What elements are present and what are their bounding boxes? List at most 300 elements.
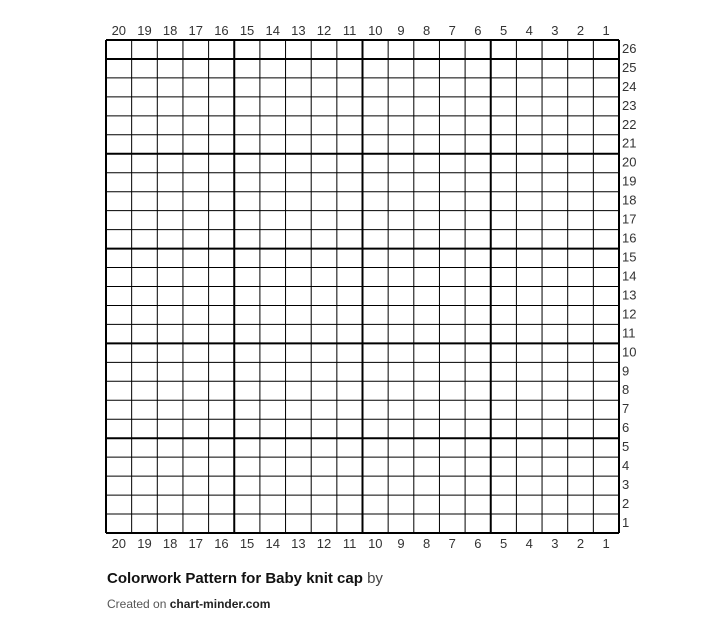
chart-cell[interactable]: [286, 116, 312, 135]
chart-cell[interactable]: [311, 211, 337, 230]
chart-cell[interactable]: [568, 287, 594, 306]
chart-cell[interactable]: [439, 268, 465, 287]
chart-cell[interactable]: [439, 59, 465, 78]
chart-cell[interactable]: [491, 116, 517, 135]
chart-cell[interactable]: [465, 400, 491, 419]
chart-cell[interactable]: [542, 249, 568, 268]
chart-cell[interactable]: [542, 495, 568, 514]
chart-cell[interactable]: [311, 268, 337, 287]
chart-cell[interactable]: [132, 381, 158, 400]
chart-cell[interactable]: [542, 400, 568, 419]
chart-cell[interactable]: [209, 211, 235, 230]
chart-cell[interactable]: [286, 343, 312, 362]
chart-cell[interactable]: [311, 154, 337, 173]
chart-cell[interactable]: [363, 154, 389, 173]
chart-cell[interactable]: [568, 135, 594, 154]
chart-cell[interactable]: [363, 268, 389, 287]
chart-cell[interactable]: [311, 419, 337, 438]
chart-cell[interactable]: [439, 97, 465, 116]
chart-cell[interactable]: [593, 438, 619, 457]
chart-cell[interactable]: [132, 343, 158, 362]
chart-cell[interactable]: [516, 343, 542, 362]
chart-cell[interactable]: [491, 78, 517, 97]
chart-cell[interactable]: [516, 438, 542, 457]
chart-cell[interactable]: [542, 192, 568, 211]
chart-cell[interactable]: [234, 438, 260, 457]
chart-cell[interactable]: [286, 476, 312, 495]
chart-cell[interactable]: [106, 173, 132, 192]
chart-cell[interactable]: [568, 514, 594, 533]
chart-cell[interactable]: [414, 40, 440, 59]
chart-cell[interactable]: [491, 230, 517, 249]
chart-cell[interactable]: [542, 59, 568, 78]
chart-cell[interactable]: [388, 495, 414, 514]
chart-cell[interactable]: [568, 381, 594, 400]
chart-cell[interactable]: [491, 400, 517, 419]
chart-cell[interactable]: [260, 97, 286, 116]
chart-cell[interactable]: [593, 381, 619, 400]
chart-cell[interactable]: [234, 192, 260, 211]
chart-cell[interactable]: [337, 381, 363, 400]
chart-cell[interactable]: [542, 40, 568, 59]
chart-cell[interactable]: [465, 97, 491, 116]
chart-cell[interactable]: [363, 457, 389, 476]
chart-cell[interactable]: [234, 287, 260, 306]
chart-cell[interactable]: [157, 154, 183, 173]
chart-cell[interactable]: [132, 457, 158, 476]
chart-cell[interactable]: [568, 476, 594, 495]
chart-cell[interactable]: [209, 400, 235, 419]
chart-cell[interactable]: [286, 324, 312, 343]
chart-cell[interactable]: [337, 211, 363, 230]
chart-cell[interactable]: [260, 438, 286, 457]
chart-cell[interactable]: [209, 495, 235, 514]
chart-cell[interactable]: [593, 268, 619, 287]
chart-cell[interactable]: [260, 324, 286, 343]
chart-cell[interactable]: [337, 230, 363, 249]
chart-cell[interactable]: [234, 400, 260, 419]
chart-cell[interactable]: [465, 78, 491, 97]
chart-cell[interactable]: [132, 192, 158, 211]
chart-cell[interactable]: [311, 457, 337, 476]
chart-cell[interactable]: [132, 59, 158, 78]
chart-cell[interactable]: [491, 268, 517, 287]
chart-cell[interactable]: [286, 438, 312, 457]
chart-cell[interactable]: [388, 287, 414, 306]
chart-cell[interactable]: [260, 514, 286, 533]
chart-cell[interactable]: [363, 362, 389, 381]
chart-cell[interactable]: [234, 97, 260, 116]
chart-cell[interactable]: [568, 343, 594, 362]
chart-cell[interactable]: [209, 287, 235, 306]
chart-cell[interactable]: [234, 268, 260, 287]
chart-cell[interactable]: [311, 514, 337, 533]
chart-cell[interactable]: [568, 97, 594, 116]
chart-cell[interactable]: [157, 400, 183, 419]
chart-cell[interactable]: [593, 495, 619, 514]
chart-cell[interactable]: [311, 40, 337, 59]
chart-cell[interactable]: [311, 343, 337, 362]
chart-cell[interactable]: [311, 59, 337, 78]
chart-cell[interactable]: [542, 324, 568, 343]
chart-cell[interactable]: [311, 230, 337, 249]
chart-cell[interactable]: [542, 457, 568, 476]
chart-cell[interactable]: [542, 438, 568, 457]
chart-cell[interactable]: [516, 40, 542, 59]
chart-cell[interactable]: [516, 268, 542, 287]
chart-cell[interactable]: [157, 97, 183, 116]
chart-cell[interactable]: [311, 135, 337, 154]
chart-cell[interactable]: [388, 514, 414, 533]
chart-cell[interactable]: [414, 400, 440, 419]
chart-cell[interactable]: [568, 59, 594, 78]
chart-cell[interactable]: [311, 192, 337, 211]
chart-cell[interactable]: [568, 362, 594, 381]
chart-cell[interactable]: [465, 419, 491, 438]
chart-cell[interactable]: [234, 305, 260, 324]
chart-cell[interactable]: [209, 514, 235, 533]
chart-cell[interactable]: [132, 324, 158, 343]
chart-cell[interactable]: [439, 154, 465, 173]
chart-cell[interactable]: [593, 59, 619, 78]
chart-cell[interactable]: [183, 305, 209, 324]
chart-cell[interactable]: [260, 135, 286, 154]
chart-cell[interactable]: [157, 173, 183, 192]
chart-cell[interactable]: [234, 116, 260, 135]
chart-cell[interactable]: [311, 324, 337, 343]
chart-cell[interactable]: [491, 154, 517, 173]
chart-cell[interactable]: [542, 268, 568, 287]
chart-cell[interactable]: [516, 305, 542, 324]
chart-cell[interactable]: [260, 419, 286, 438]
chart-cell[interactable]: [465, 343, 491, 362]
chart-cell[interactable]: [209, 40, 235, 59]
chart-cell[interactable]: [414, 116, 440, 135]
chart-cell[interactable]: [106, 514, 132, 533]
chart-cell[interactable]: [439, 135, 465, 154]
chart-cell[interactable]: [414, 78, 440, 97]
chart-cell[interactable]: [388, 249, 414, 268]
chart-cell[interactable]: [337, 97, 363, 116]
chart-cell[interactable]: [568, 78, 594, 97]
chart-cell[interactable]: [363, 192, 389, 211]
chart-cell[interactable]: [286, 457, 312, 476]
chart-cell[interactable]: [568, 324, 594, 343]
chart-cell[interactable]: [286, 40, 312, 59]
chart-cell[interactable]: [593, 40, 619, 59]
chart-cell[interactable]: [106, 438, 132, 457]
chart-cell[interactable]: [465, 514, 491, 533]
chart-cell[interactable]: [157, 438, 183, 457]
chart-cell[interactable]: [465, 495, 491, 514]
chart-cell[interactable]: [132, 40, 158, 59]
chart-cell[interactable]: [260, 249, 286, 268]
chart-cell[interactable]: [132, 400, 158, 419]
chart-cell[interactable]: [414, 249, 440, 268]
chart-cell[interactable]: [388, 476, 414, 495]
chart-cell[interactable]: [132, 476, 158, 495]
chart-cell[interactable]: [337, 400, 363, 419]
chart-cell[interactable]: [234, 381, 260, 400]
chart-cell[interactable]: [311, 438, 337, 457]
chart-cell[interactable]: [542, 287, 568, 306]
chart-cell[interactable]: [157, 419, 183, 438]
chart-cell[interactable]: [337, 457, 363, 476]
chart-cell[interactable]: [157, 343, 183, 362]
chart-cell[interactable]: [363, 135, 389, 154]
chart-cell[interactable]: [363, 400, 389, 419]
chart-cell[interactable]: [337, 154, 363, 173]
chart-cell[interactable]: [568, 116, 594, 135]
chart-cell[interactable]: [491, 438, 517, 457]
chart-cell[interactable]: [183, 230, 209, 249]
chart-cell[interactable]: [157, 211, 183, 230]
chart-cell[interactable]: [542, 343, 568, 362]
chart-cell[interactable]: [234, 495, 260, 514]
chart-cell[interactable]: [106, 362, 132, 381]
chart-cell[interactable]: [183, 457, 209, 476]
chart-cell[interactable]: [414, 154, 440, 173]
chart-cell[interactable]: [542, 97, 568, 116]
chart-cell[interactable]: [234, 476, 260, 495]
chart-cell[interactable]: [234, 324, 260, 343]
chart-cell[interactable]: [439, 457, 465, 476]
chart-cell[interactable]: [157, 192, 183, 211]
chart-cell[interactable]: [439, 249, 465, 268]
chart-cell[interactable]: [414, 97, 440, 116]
chart-cell[interactable]: [414, 438, 440, 457]
chart-cell[interactable]: [183, 287, 209, 306]
chart-cell[interactable]: [234, 249, 260, 268]
chart-cell[interactable]: [439, 514, 465, 533]
chart-cell[interactable]: [209, 324, 235, 343]
chart-cell[interactable]: [363, 495, 389, 514]
chart-cell[interactable]: [439, 400, 465, 419]
chart-cell[interactable]: [260, 362, 286, 381]
chart-cell[interactable]: [388, 438, 414, 457]
chart-cell[interactable]: [209, 173, 235, 192]
chart-cell[interactable]: [157, 249, 183, 268]
chart-cell[interactable]: [414, 381, 440, 400]
chart-cell[interactable]: [363, 249, 389, 268]
chart-cell[interactable]: [439, 230, 465, 249]
chart-cell[interactable]: [439, 173, 465, 192]
chart-cell[interactable]: [106, 78, 132, 97]
chart-cell[interactable]: [183, 192, 209, 211]
chart-cell[interactable]: [286, 230, 312, 249]
chart-cell[interactable]: [106, 154, 132, 173]
chart-cell[interactable]: [542, 78, 568, 97]
chart-cell[interactable]: [414, 343, 440, 362]
chart-cell[interactable]: [132, 514, 158, 533]
chart-cell[interactable]: [106, 116, 132, 135]
chart-cell[interactable]: [542, 419, 568, 438]
chart-cell[interactable]: [439, 116, 465, 135]
chart-cell[interactable]: [132, 268, 158, 287]
chart-cell[interactable]: [311, 116, 337, 135]
chart-cell[interactable]: [234, 230, 260, 249]
chart-cell[interactable]: [516, 97, 542, 116]
chart-cell[interactable]: [337, 135, 363, 154]
chart-cell[interactable]: [439, 305, 465, 324]
chart-cell[interactable]: [414, 192, 440, 211]
chart-cell[interactable]: [286, 419, 312, 438]
chart-cell[interactable]: [286, 268, 312, 287]
chart-cell[interactable]: [363, 97, 389, 116]
chart-cell[interactable]: [106, 97, 132, 116]
chart-cell[interactable]: [439, 287, 465, 306]
chart-cell[interactable]: [516, 457, 542, 476]
chart-cell[interactable]: [363, 305, 389, 324]
chart-cell[interactable]: [183, 116, 209, 135]
chart-cell[interactable]: [465, 192, 491, 211]
chart-cell[interactable]: [209, 419, 235, 438]
chart-cell[interactable]: [465, 173, 491, 192]
chart-cell[interactable]: [183, 78, 209, 97]
chart-cell[interactable]: [183, 514, 209, 533]
chart-cell[interactable]: [516, 230, 542, 249]
chart-cell[interactable]: [132, 305, 158, 324]
chart-cell[interactable]: [337, 305, 363, 324]
chart-cell[interactable]: [516, 324, 542, 343]
chart-cell[interactable]: [311, 362, 337, 381]
chart-cell[interactable]: [363, 230, 389, 249]
chart-cell[interactable]: [491, 476, 517, 495]
chart-cell[interactable]: [132, 419, 158, 438]
chart-cell[interactable]: [337, 476, 363, 495]
chart-cell[interactable]: [491, 514, 517, 533]
chart-cell[interactable]: [286, 495, 312, 514]
chart-cell[interactable]: [106, 211, 132, 230]
chart-cell[interactable]: [157, 78, 183, 97]
chart-cell[interactable]: [157, 514, 183, 533]
chart-cell[interactable]: [465, 211, 491, 230]
chart-cell[interactable]: [132, 287, 158, 306]
chart-cell[interactable]: [516, 154, 542, 173]
chart-cell[interactable]: [337, 324, 363, 343]
chart-cell[interactable]: [286, 249, 312, 268]
chart-cell[interactable]: [157, 305, 183, 324]
chart-cell[interactable]: [157, 40, 183, 59]
chart-cell[interactable]: [491, 495, 517, 514]
chart-cell[interactable]: [183, 381, 209, 400]
chart-cell[interactable]: [234, 154, 260, 173]
chart-cell[interactable]: [286, 211, 312, 230]
chart-cell[interactable]: [260, 173, 286, 192]
chart-cell[interactable]: [491, 287, 517, 306]
chart-cell[interactable]: [260, 457, 286, 476]
chart-cell[interactable]: [260, 192, 286, 211]
chart-cell[interactable]: [337, 343, 363, 362]
chart-cell[interactable]: [337, 249, 363, 268]
chart-cell[interactable]: [516, 476, 542, 495]
chart-cell[interactable]: [209, 135, 235, 154]
chart-cell[interactable]: [286, 192, 312, 211]
chart-cell[interactable]: [234, 419, 260, 438]
chart-cell[interactable]: [439, 343, 465, 362]
chart-cell[interactable]: [388, 230, 414, 249]
chart-cell[interactable]: [439, 438, 465, 457]
chart-cell[interactable]: [363, 381, 389, 400]
chart-cell[interactable]: [106, 324, 132, 343]
chart-cell[interactable]: [465, 154, 491, 173]
chart-cell[interactable]: [465, 476, 491, 495]
chart-cell[interactable]: [132, 135, 158, 154]
chart-cell[interactable]: [363, 343, 389, 362]
chart-cell[interactable]: [414, 287, 440, 306]
chart-cell[interactable]: [491, 97, 517, 116]
chart-cell[interactable]: [157, 381, 183, 400]
chart-cell[interactable]: [106, 419, 132, 438]
chart-cell[interactable]: [106, 59, 132, 78]
chart-cell[interactable]: [157, 230, 183, 249]
chart-cell[interactable]: [388, 173, 414, 192]
chart-cell[interactable]: [465, 135, 491, 154]
chart-cell[interactable]: [183, 324, 209, 343]
chart-cell[interactable]: [106, 287, 132, 306]
chart-cell[interactable]: [260, 343, 286, 362]
chart-cell[interactable]: [183, 476, 209, 495]
chart-cell[interactable]: [568, 457, 594, 476]
chart-cell[interactable]: [311, 495, 337, 514]
chart-cell[interactable]: [234, 135, 260, 154]
chart-cell[interactable]: [337, 287, 363, 306]
chart-cell[interactable]: [337, 419, 363, 438]
chart-cell[interactable]: [209, 230, 235, 249]
chart-cell[interactable]: [286, 381, 312, 400]
chart-cell[interactable]: [388, 381, 414, 400]
chart-cell[interactable]: [388, 343, 414, 362]
chart-cell[interactable]: [234, 59, 260, 78]
chart-cell[interactable]: [593, 287, 619, 306]
chart-cell[interactable]: [106, 381, 132, 400]
chart-cell[interactable]: [593, 230, 619, 249]
chart-cell[interactable]: [183, 438, 209, 457]
chart-cell[interactable]: [183, 495, 209, 514]
chart-cell[interactable]: [568, 211, 594, 230]
chart-cell[interactable]: [209, 343, 235, 362]
chart-cell[interactable]: [439, 362, 465, 381]
chart-cell[interactable]: [183, 400, 209, 419]
chart-cell[interactable]: [568, 40, 594, 59]
chart-cell[interactable]: [542, 154, 568, 173]
chart-cell[interactable]: [337, 495, 363, 514]
chart-cell[interactable]: [363, 40, 389, 59]
chart-cell[interactable]: [593, 78, 619, 97]
chart-cell[interactable]: [542, 305, 568, 324]
chart-cell[interactable]: [260, 59, 286, 78]
chart-cell[interactable]: [132, 230, 158, 249]
chart-cell[interactable]: [260, 40, 286, 59]
chart-cell[interactable]: [388, 305, 414, 324]
chart-cell[interactable]: [209, 381, 235, 400]
chart-cell[interactable]: [593, 343, 619, 362]
chart-cell[interactable]: [593, 192, 619, 211]
chart-cell[interactable]: [439, 78, 465, 97]
chart-cell[interactable]: [465, 268, 491, 287]
chart-cell[interactable]: [414, 268, 440, 287]
chart-cell[interactable]: [491, 343, 517, 362]
chart-cell[interactable]: [106, 476, 132, 495]
chart-cell[interactable]: [388, 97, 414, 116]
chart-cell[interactable]: [593, 514, 619, 533]
chart-cell[interactable]: [157, 457, 183, 476]
chart-cell[interactable]: [132, 211, 158, 230]
chart-cell[interactable]: [363, 78, 389, 97]
chart-cell[interactable]: [286, 135, 312, 154]
chart-cell[interactable]: [157, 324, 183, 343]
chart-cell[interactable]: [568, 305, 594, 324]
